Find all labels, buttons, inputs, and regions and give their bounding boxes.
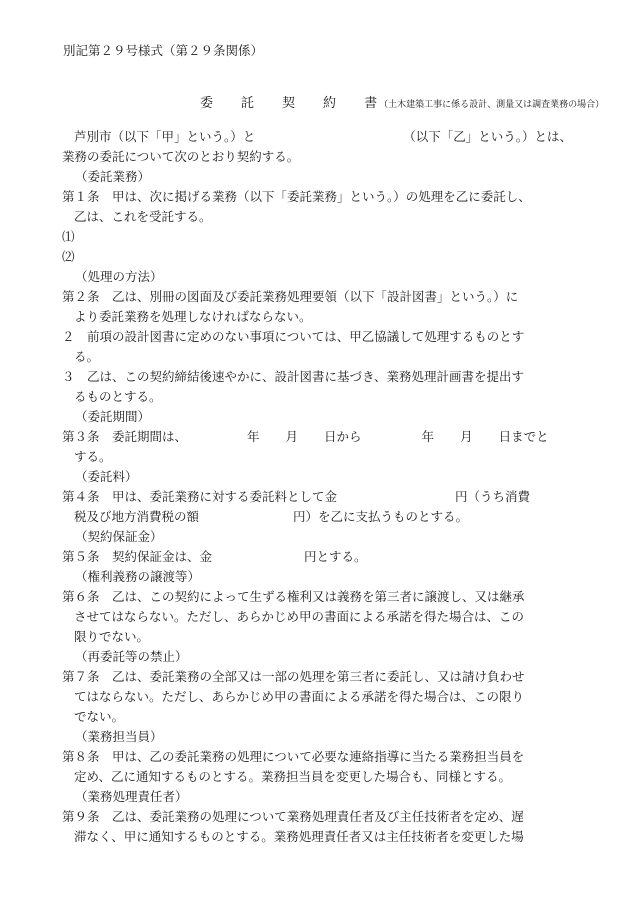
article-3-line-1: 第３条 委託期間は、 年 月 日から 年 月 日までと [62, 429, 549, 444]
article-6-line-3: 限りでない。 [74, 629, 150, 644]
article-2-para-2-line-2: る。 [74, 349, 100, 364]
article-6-caption: （権利義務の譲渡等） [75, 569, 201, 584]
article-8-line-1: 第８条 甲は、乙の委託業務の処理について必要な連絡指導に当たる業務担当員を [62, 749, 525, 764]
title-subtitle: （土木建築工事に係る設計、測量又は調査業務の場合） [379, 100, 605, 110]
article-6-line-2: させてはならない。ただし、あらかじめ甲の書面による承諾を得た場合は、この [74, 609, 525, 624]
article-4-caption: （委託料） [75, 469, 138, 484]
article-3-caption: （委託期間） [75, 409, 151, 424]
form-label: 別記第２９号様式（第２９条関係） [63, 43, 264, 58]
title-char-1: 委 [200, 96, 214, 111]
title-char-4: 約 [323, 96, 337, 111]
article-8-caption: （業務担当員） [75, 729, 163, 744]
article-6-line-1: 第６条 乙は、この契約によって生ずる権利又は義務を第三者に譲渡し、又は継承 [62, 589, 525, 604]
article-2-caption: （処理の方法） [75, 269, 163, 284]
article-5-line-1: 第５条 契約保証金は、金 円とする。 [62, 549, 367, 564]
title-char-2: 託 [241, 96, 255, 111]
article-1-line-2: 乙は、これを受託する。 [74, 209, 212, 224]
article-7-line-1: 第７条 乙は、委託業務の全部又は一部の処理を第三者に委託し、又は請け負わせ [62, 669, 525, 684]
article-9-line-1: 第９条 乙は、委託業務の処理について業務処理責任者及び主任技術者を定め、遅 [62, 809, 524, 824]
document-title [200, 93, 604, 115]
article-2-para-3-line-1: ３ 乙は、この契約締結後速やかに、設計図書に基づき、業務処理計画書を提出す [62, 369, 525, 384]
article-8-line-2: 定め、乙に通知するものとする。業務担当員を変更した場合も、同様とする。 [74, 769, 512, 784]
article-2-line-1: 第２条 乙は、別冊の図面及び委託業務処理要領（以下「設計図書」という。）に [62, 289, 519, 304]
article-7-line-2: てはならない。ただし、あらかじめ甲の書面による承諾を得た場合は、この限り [74, 689, 525, 704]
article-1-item-1: ⑴ [62, 229, 75, 244]
article-1-caption: （委託業務） [75, 169, 151, 184]
article-3-line-2: する。 [74, 449, 112, 464]
title-char-3: 契 [282, 96, 296, 111]
article-7-caption: （再委託等の禁止） [75, 649, 188, 664]
article-2-para-3-line-2: るものとする。 [74, 389, 162, 404]
title-char-5: 書 [364, 96, 378, 111]
article-1-item-2: ⑵ [62, 249, 75, 264]
article-5-caption: （契約保証金） [75, 529, 163, 544]
intro-line-1: 芦別市（以下「甲」という。）と （以下「乙」という。）とは、 [74, 129, 573, 144]
article-1-line-1: 第１条 甲は、次に掲げる業務（以下「委託業務」という。）の処理を乙に委託し、 [62, 189, 531, 204]
article-4-line-1: 第４条 甲は、委託業務に対する委託料として金 円（うち消費 [62, 489, 531, 504]
intro-line-2: 業務の委託について次のとおり契約する。 [62, 149, 300, 164]
article-4-line-2: 税及び地方消費税の額 円）を乙に支払うものとする。 [74, 509, 469, 524]
article-9-line-2: 滞なく、甲に通知するものとする。業務処理責任者又は主任技術者を変更した場 [74, 829, 524, 844]
article-2-line-2: より委託業務を処理しなければならない。 [74, 309, 312, 324]
contract-body [62, 127, 604, 847]
article-9-caption: （業務処理責任者） [75, 789, 188, 804]
article-7-line-3: でない。 [74, 709, 125, 724]
article-2-para-2-line-1: ２ 前項の設計図書に定めのない事項については、甲乙協議して処理するものとす [62, 329, 525, 344]
